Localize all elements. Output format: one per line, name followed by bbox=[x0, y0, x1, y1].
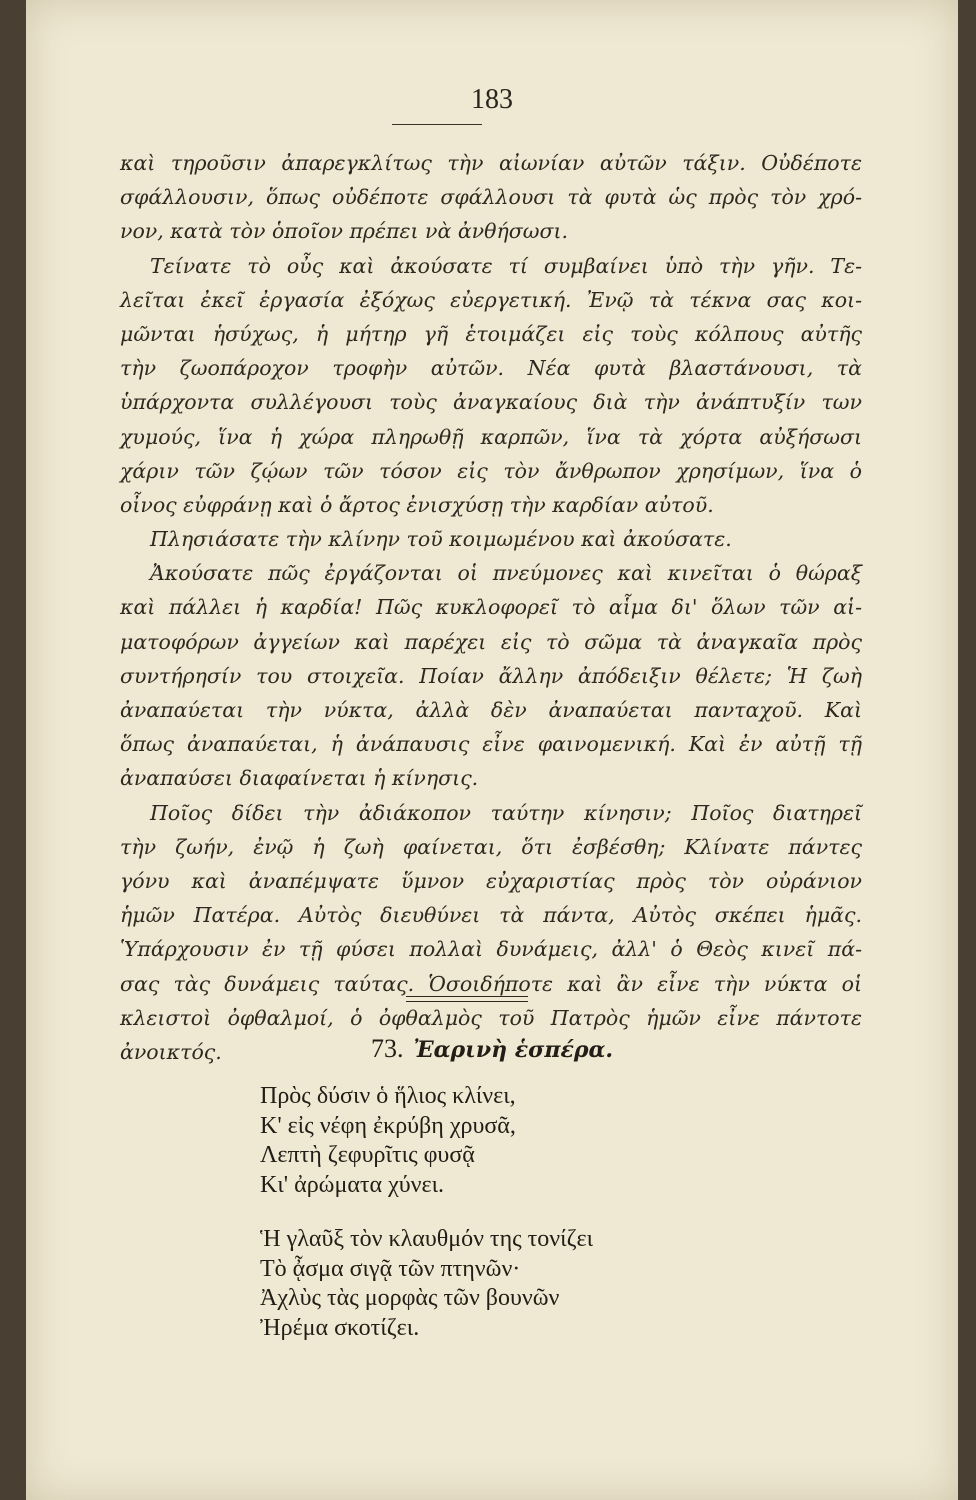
prose-line: ἀνοικτός. bbox=[120, 1039, 222, 1064]
prose-line: σφάλλουσιν, ὅπως οὐδέποτε σφάλλουσι τὰ φυτὰ ὡς πρὸς τὸν χρό- bbox=[120, 185, 862, 210]
prose-line: ματοφόρων ἀγγείων καὶ παρέχει εἰς τὸ σῶμα τὰ ἀναγκαῖα πρὸς bbox=[120, 629, 862, 654]
prose-line: συντήρησίν του στοιχεῖα. Ποίαν ἄλλην ἀπόδειξιν θέλετε; Ἡ ζωὴ bbox=[120, 663, 862, 688]
prose-line: λεῖται ἐκεῖ ἐργασία ἐξόχως εὐεργετική. Ἐνῷ τὰ τέκνα σας κοι- bbox=[120, 287, 862, 312]
prose-line: τὴν ζωήν, ἐνῷ ἡ ζωὴ φαίνεται, ὅτι ἐσβέσθη; Κλίνατε πάντες bbox=[120, 834, 862, 859]
book-page bbox=[26, 0, 958, 1500]
prose-text bbox=[120, 146, 862, 1069]
prose-line: ὅπως ἀναπαύεται, ἡ ἀνάπαυσις εἶνε φαινομενική. Καὶ ἐν αὐτῇ τῇ bbox=[120, 732, 862, 757]
poem-line: Πρὸς δύσιν ὁ ἥλιος κλίνει, bbox=[260, 1083, 516, 1109]
prose-line: νον, κατὰ τὸν ὁποῖον πρέπει νὰ ἀνθήσωσι. bbox=[120, 219, 569, 244]
poem-line: Ἡ γλαῦξ τὸν κλαυθμόν της τονίζει bbox=[260, 1226, 594, 1252]
section-number: 73. bbox=[370, 1034, 404, 1063]
prose-line: τὴν ζωοπάροχον τροφὴν αὐτῶν. Νέα φυτὰ βλαστάνουσι, τὰ bbox=[120, 356, 862, 381]
poem-stanza bbox=[260, 1082, 820, 1200]
prose-line: ὑπάρχοντα συλλέγουσι τοὺς ἀναγκαίους διὰ τὴν ἀνάπτυξίν των bbox=[120, 390, 862, 415]
section-separator-bottom bbox=[406, 1001, 528, 1002]
prose-line: μῶνται ἡσύχως, ἡ μήτηρ γῆ ἑτοιμάζει εἰς τοὺς κόλπους αὐτῆς bbox=[120, 321, 862, 346]
prose-line: ἡμῶν Πατέρα. Αὐτὸς διευθύνει τὰ πάντα, Αὐτὸς σκέπει ἡμᾶς. bbox=[120, 903, 862, 928]
prose-line: χάριν τῶν ζῴων τῶν τόσον εἰς τὸν ἄνθρωπον χρησίμων, ἵνα ὁ bbox=[120, 458, 862, 483]
page-number: 183 bbox=[471, 84, 513, 115]
poem-stanza bbox=[260, 1225, 820, 1343]
poem-line: Ἀχλὺς τὰς μορφὰς τῶν βουνῶν bbox=[260, 1285, 560, 1311]
poem-line: Ἠρέμα σκοτίζει. bbox=[260, 1314, 420, 1341]
poem bbox=[260, 1082, 820, 1368]
prose-line: ἀναπαύεται τὴν νύκτα, ἀλλὰ δὲν ἀναπαύεται πανταχοῦ. Καὶ bbox=[120, 698, 862, 722]
poem-line: Τὸ ᾆσμα σιγᾷ τῶν πτηνῶν· bbox=[260, 1255, 521, 1282]
prose-line: Ὑπάρχουσιν ἐν τῇ φύσει πολλαὶ δυνάμεις, ἀλλ' ὁ Θεὸς κινεῖ πά- bbox=[120, 937, 862, 962]
section-separator-top bbox=[406, 996, 528, 997]
page-number-rule bbox=[392, 124, 482, 125]
prose-line: Ποῖος δίδει τὴν ἀδιάκοπον ταύτην κίνησιν; Ποῖος διατηρεῖ bbox=[150, 800, 862, 825]
prose-line: καὶ τηροῦσιν ἀπαρεγκλίτως τὴν αἰωνίαν αὐτῶν τάξιν. Οὐδέποτε bbox=[120, 151, 862, 175]
prose-line: κλειστοὶ ὀφθαλμοί, ὁ ὀφθαλμὸς τοῦ Πατρὸς ἡμῶν εἶνε πάντοτε bbox=[120, 1005, 862, 1030]
prose-line: καὶ πάλλει ἡ καρδία! Πῶς κυκλοφορεῖ τὸ αἷμα δι' ὅλων τῶν αἱ- bbox=[120, 595, 862, 620]
prose-line: σας τὰς δυνάμεις ταύτας. Ὁσοιδήποτε καὶ ἂν εἶνε τὴν νύκτα οἱ bbox=[120, 971, 862, 996]
poem-line: Κ' εἰς νέφη ἐκρύβη χρυσᾶ, bbox=[260, 1112, 516, 1139]
poem-line: Κι' ἀρώματα χύνει. bbox=[260, 1171, 445, 1198]
prose-line: οἶνος εὐφράνῃ καὶ ὁ ἄρτος ἐνισχύσῃ τὴν καρδίαν αὐτοῦ. bbox=[120, 492, 714, 517]
section-title: Ἐαρινὴ ἑσπέρα. bbox=[413, 1037, 614, 1063]
prose-line: Πλησιάσατε τὴν κλίνην τοῦ κοιμωμένου καὶ ἀκούσατε. bbox=[150, 527, 732, 552]
prose-line: γόνυ καὶ ἀναπέμψατε ὕμνον εὐχαριστίας πρὸς τὸν οὐράνιον bbox=[120, 868, 862, 893]
prose-line: Τείνατε τὸ οὖς καὶ ἀκούσατε τί συμβαίνει ὑπὸ τὴν γῆν. Τε- bbox=[150, 253, 862, 278]
section-heading bbox=[26, 1034, 958, 1064]
prose-line: χυμούς, ἵνα ἡ χώρα πληρωθῇ καρπῶν, ἵνα τὰ χόρτα αὐξήσωσι bbox=[120, 424, 862, 449]
prose-line: ἀναπαύσει διαφαίνεται ἡ κίνησις. bbox=[120, 766, 479, 791]
prose-line: Ἀκούσατε πῶς ἐργάζονται οἱ πνεύμονες καὶ κινεῖται ὁ θώραξ bbox=[150, 561, 862, 586]
poem-line: Λεπτὴ ζεφυρῖτις φυσᾷ bbox=[260, 1142, 475, 1168]
